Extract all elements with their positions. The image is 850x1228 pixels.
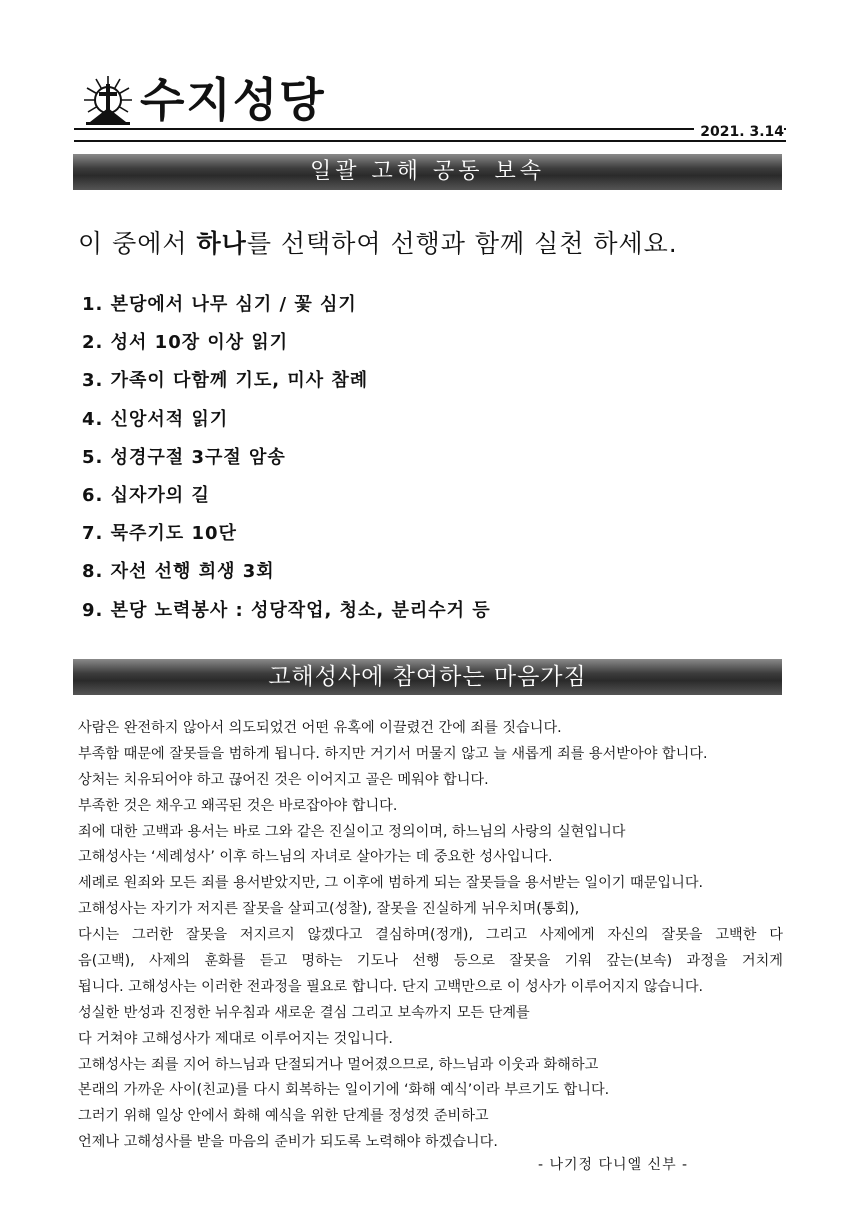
list-item: 6. 십자가의 길 (82, 484, 210, 506)
cross-sunburst-icon (82, 72, 134, 128)
list-item: 8. 자선 선행 희생 3회 (82, 561, 275, 583)
list-item: 9. 본당 노력봉사 : 성당작업, 청소, 분리수거 등 (82, 599, 491, 621)
body-line: 세례로 원죄와 모든 죄를 용서받았지만, 그 이후에 범하게 되는 잘못들을 용서받는 일이기 때문입니다. (78, 875, 704, 892)
section-title-confession: 고해성사에 참여하는 마음가짐 (73, 659, 782, 695)
penance-options-list (82, 288, 491, 632)
list-item: 3. 가족이 다함께 기도, 미사 참례 (82, 370, 369, 392)
body-line: 다시는 그러한 잘못을 저지르지 않겠다고 결심하며(정개), 그리고 사제에게 자신의 잘못을 고백한 다 (78, 927, 783, 944)
body-line: 고해성사는 ‘세례성사’ 이후 하느님의 자녀로 살아가는 데 중요한 성사입니다. (78, 849, 553, 866)
list-item: 7. 묵주기도 10단 (82, 523, 237, 545)
list-item: 4. 신앙서적 읽기 (82, 408, 229, 430)
list-item: 5. 성경구절 3구절 암송 (82, 446, 286, 468)
body-line: 고해성사는 죄를 지어 하느님과 단절되거나 멀어졌으므로, 하느님과 이웃과 화해하고 (78, 1056, 599, 1073)
body-line: 죄에 대한 고백과 용서는 바로 그와 같은 진실이고 정의이며, 하느님의 사랑의 실현입니다 (78, 823, 626, 840)
confession-body-text (78, 716, 783, 1156)
body-line: 상처는 치유되어야 하고 끊어진 것은 이어지고 골은 메워야 합니다. (78, 771, 489, 788)
body-line: 다 거쳐야 고해성사가 제대로 이루어지는 것입니다. (78, 1030, 393, 1047)
intro-before: 이 중에서 (78, 229, 197, 258)
header-rule-top (74, 128, 786, 130)
signature: - 나기정 다니엘 신부 - (538, 1157, 689, 1173)
body-line: 본래의 가까운 사이(친교)를 다시 회복하는 일이기에 ‘화해 예식’이라 부르기도 합니다. (78, 1082, 610, 1099)
section-title-penance: 일괄 고해 공동 보속 (73, 154, 782, 190)
intro-after: 를 선택하여 선행과 함께 실천 하세요. (246, 229, 678, 258)
body-line: 음(고백), 사제의 훈화를 듣고 명하는 기도나 선행 등으로 잘못을 기워 갚는(보속) 과정을 거치게 (78, 953, 783, 970)
body-line: 성실한 반성과 진정한 뉘우침과 새로운 결심 그리고 보속까지 모든 단계를 (78, 1004, 530, 1021)
body-line: 됩니다. 고해성사는 이러한 전과정을 필요로 합니다. 단지 고백만으로 이 성사가 이루어지지 않습니다. (78, 978, 704, 995)
church-logo (82, 72, 326, 128)
body-line: 부족함 때문에 잘못들을 범하게 됩니다. 하지만 거기서 머물지 않고 늘 새롭게 죄를 용서받아야 합니다. (78, 745, 708, 762)
header-rule-bottom (74, 140, 786, 142)
bulletin-date: 2021. 3.14 (694, 124, 784, 140)
body-line: 그러기 위해 일상 안에서 화해 예식을 위한 단계를 정성껏 준비하고 (78, 1108, 489, 1125)
list-item: 1. 본당에서 나무 심기 / 꽃 심기 (82, 294, 357, 315)
body-line: 고해성사는 자기가 저지른 잘못을 살피고(성찰), 잘못을 진실하게 뉘우치며(통회), (78, 901, 580, 918)
body-line: 언제나 고해성사를 받을 마음의 준비가 되도록 노력해야 하겠습니다. (78, 1134, 498, 1151)
list-item: 2. 성서 10장 이상 읽기 (82, 332, 289, 354)
church-name: 수지성당 (140, 73, 326, 127)
intro-bold: 하나 (196, 229, 247, 258)
body-line: 부족한 것은 채우고 왜곡된 것은 바로잡아야 합니다. (78, 797, 398, 814)
intro-text (78, 224, 678, 260)
body-line: 사람은 완전하지 않아서 의도되었건 어떤 유혹에 이끌렸건 간에 죄를 짓습니다. (78, 720, 562, 736)
